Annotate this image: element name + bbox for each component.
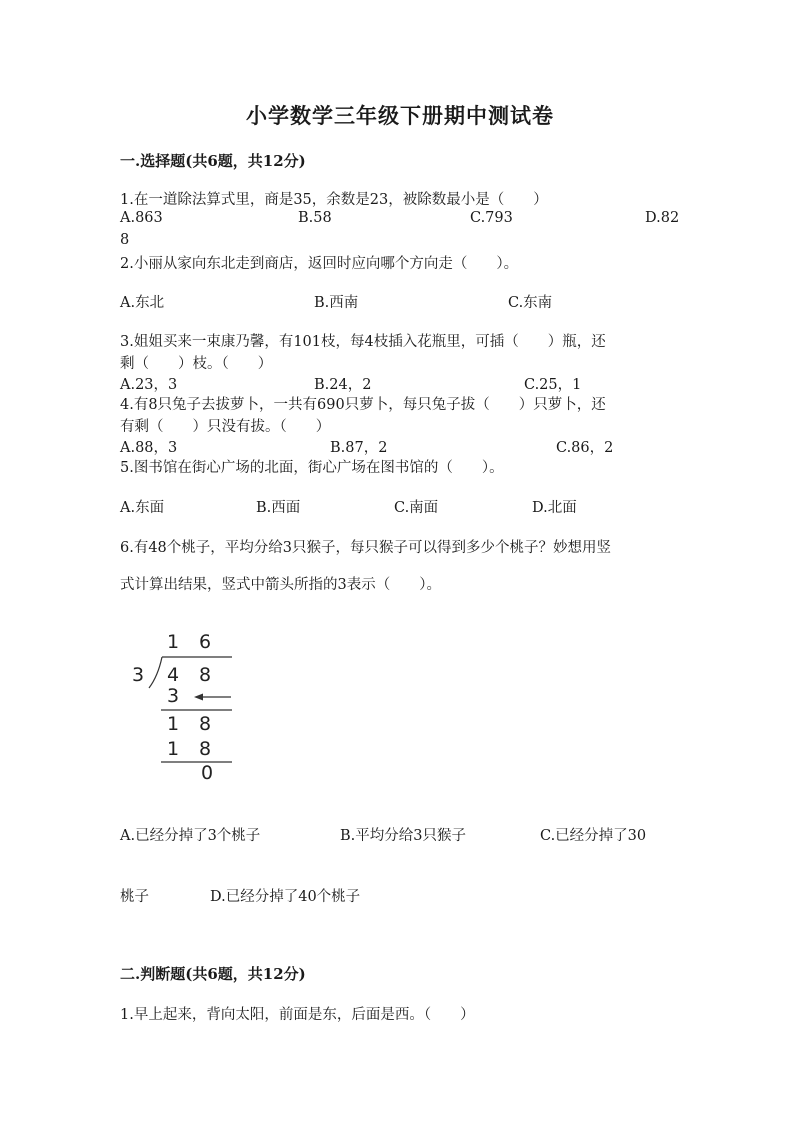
final-remainder: 0 xyxy=(201,762,214,784)
subtrahend-2-digit-1: 1 xyxy=(167,738,180,760)
question-4-option-b[interactable]: B.87，2 xyxy=(330,440,388,456)
question-5-option-b[interactable]: B.西面 xyxy=(256,500,301,516)
page-title: 小学数学三年级下册期中测试卷 xyxy=(246,103,554,128)
question-1-option-d[interactable]: D.82 xyxy=(645,210,680,226)
question-1-option-c[interactable]: C.793 xyxy=(470,210,513,226)
divisor: 3 xyxy=(132,664,145,686)
remainder-1-digit-2: 8 xyxy=(199,713,212,735)
quotient-digit-2: 6 xyxy=(199,631,212,653)
question-4-text-line2: 有剩（ ）只没有拔。（ ） xyxy=(120,419,331,435)
remainder-1-digit-1: 1 xyxy=(167,713,180,735)
question-5-text: 5.图书馆在街心广场的北面，街心广场在图书馆的（ ）。 xyxy=(120,460,504,476)
dividend-digit-1: 4 xyxy=(167,664,180,686)
question-4-option-a[interactable]: A.88，3 xyxy=(120,440,178,456)
section-1-heading: 一.选择题(共6题，共12分) xyxy=(120,152,306,170)
question-6-text-line2: 式计算出结果，竖式中箭头所指的3表示（ ）。 xyxy=(120,577,441,593)
section-2-heading: 二.判断题(共6题，共12分) xyxy=(120,965,306,983)
question-6-option-c-wrap: 桃子 xyxy=(120,889,149,905)
question-1-option-b[interactable]: B.58 xyxy=(298,210,332,226)
question-4-text-line1: 4.有8只兔子去拔萝卜，一共有690只萝卜，每只兔子拔（ ）只萝卜，还 xyxy=(120,397,606,413)
question-2-option-c[interactable]: C.东南 xyxy=(508,295,553,311)
question-6-option-d[interactable]: D.已经分掉了40个桃子 xyxy=(210,889,361,905)
question-5-option-a[interactable]: A.东面 xyxy=(120,500,165,516)
question-2-text: 2.小丽从家向东北走到商店，返回时应向哪个方向走（ ）。 xyxy=(120,256,519,272)
question-2-option-b[interactable]: B.西南 xyxy=(314,295,359,311)
question-3-text-line2: 剩（ ）枝。（ ） xyxy=(120,356,273,372)
question-3-text-line1: 3.姐姐买来一束康乃馨，有101枝，每4枝插入花瓶里，可插（ ）瓶，还 xyxy=(120,334,606,350)
question-2-option-a[interactable]: A.东北 xyxy=(120,295,165,311)
judgment-question-1-text: 1.早上起来，背向太阳，前面是东，后面是西。（ ） xyxy=(120,1007,475,1023)
question-3-option-b[interactable]: B.24，2 xyxy=(314,377,372,393)
question-6-option-a[interactable]: A.已经分掉了3个桃子 xyxy=(120,828,261,844)
question-6-text-line1: 6.有48个桃子，平均分给3只猴子，每只猴子可以得到多少个桃子？妙想用竖 xyxy=(120,540,612,556)
quotient-digit-1: 1 xyxy=(167,631,180,653)
long-division-figure xyxy=(118,628,248,784)
question-5-option-c[interactable]: C.南面 xyxy=(394,500,439,516)
question-4-option-c[interactable]: C.86，2 xyxy=(556,440,614,456)
question-1-text: 1.在一道除法算式里，商是35，余数是23，被除数最小是（ ） xyxy=(120,192,548,208)
dividend-digit-2: 8 xyxy=(199,664,212,686)
question-3-option-a[interactable]: A.23，3 xyxy=(120,377,178,393)
subtrahend-2-digit-2: 8 xyxy=(199,738,212,760)
question-1-option-d-wrap: 8 xyxy=(120,232,130,248)
subtrahend-1: 3 xyxy=(167,685,180,707)
question-6-option-b[interactable]: B.平均分给3只猴子 xyxy=(340,828,466,844)
question-1-option-a[interactable]: A.863 xyxy=(120,210,163,226)
question-5-option-d[interactable]: D.北面 xyxy=(532,500,577,516)
arrow-head-icon xyxy=(194,694,203,701)
question-3-option-c[interactable]: C.25，1 xyxy=(524,377,582,393)
question-6-option-c[interactable]: C.已经分掉了30 xyxy=(540,828,647,844)
long-division-lines xyxy=(118,628,248,778)
